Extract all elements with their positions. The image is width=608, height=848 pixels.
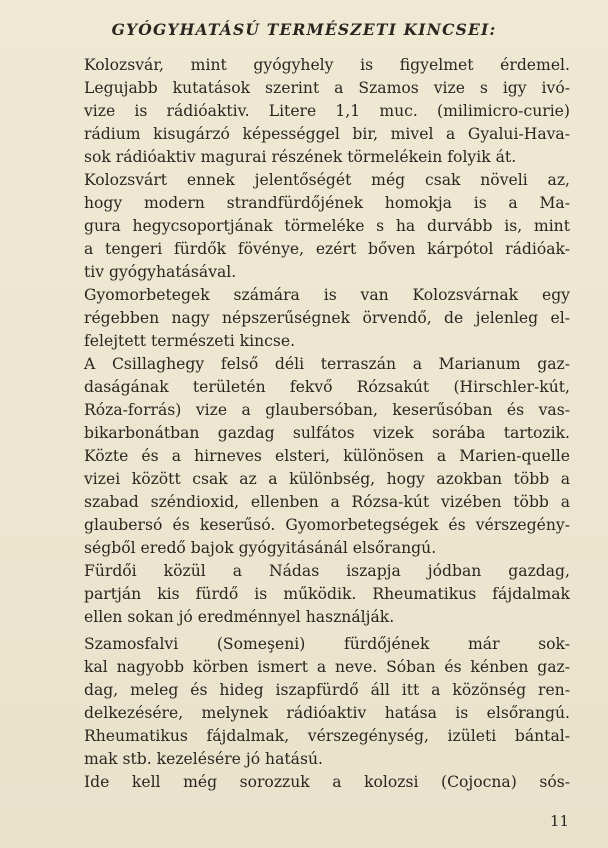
text-line: Kolozsvárt ennek jelentőségét még csak növeli az, — [84, 171, 570, 189]
text-line: Legujabb kutatások szerint a Szamos vize s igy ivó- — [84, 79, 570, 97]
text-line: kal nagyobb körben ismert a neve. Sóban és kénben gaz- — [84, 658, 570, 676]
page-heading: GYÓGYHATÁSÚ TERMÉSZETI KINCSEI: — [111, 20, 497, 39]
text-line: sok rádióaktiv magurai részének törmelékein folyik át. — [84, 148, 517, 166]
text-line: a tengeri fürdők fövénye, ezért bőven kárpótol rádióak- — [84, 240, 570, 258]
text-line: Rheumatikus fájdalmak, vérszegénység, izületi bántal- — [84, 727, 570, 745]
text-line: glaubersó és keserűsó. Gyomorbetegségek és vérszegény- — [84, 516, 570, 534]
paragraph — [64, 284, 570, 353]
text-line: Ide kell még sorozzuk a kolozsi (Cojocna) sós- — [84, 773, 570, 791]
paragraph — [64, 771, 570, 794]
text-line: ellen sokan jó eredménnyel használják. — [84, 608, 395, 626]
text-line: tiv gyógyhatásával. — [84, 263, 237, 281]
text-line: A Csillaghegy felső déli terraszán a Marianum gaz- — [84, 355, 570, 373]
text-line: daságának területén fekvő Rózsakút (Hirschler-kút, — [84, 378, 570, 396]
paragraph — [64, 633, 570, 771]
paragraph — [64, 54, 570, 169]
text-line: Szamosfalvi (Someşeni) fürdőjének már sok- — [84, 635, 570, 653]
paragraph — [64, 560, 570, 629]
body-text — [64, 54, 570, 794]
text-line: Közte és a hirneves elsteri, különösen a Marien-quelle — [84, 447, 570, 465]
text-line: bikarbonátban gazdag sulfátos vizek sorába tartozik. — [84, 424, 570, 442]
text-line: delkezésére, melynek rádióaktiv hatása is elsőrangú. — [84, 704, 570, 722]
text-line: partján kis fürdő is működik. Rheumatikus fájdalmak — [84, 585, 570, 603]
text-line: vize is rádióaktiv. Litere 1,1 muc. (milimicro-curie) — [84, 102, 570, 120]
paragraph — [64, 169, 570, 284]
text-line: Kolozsvár, mint gyógyhely is figyelmet érdemel. — [84, 56, 570, 74]
text-line: Fürdői közül a Nádas iszapja jódban gazdag, — [84, 562, 570, 580]
text-line: szabad széndioxid, ellenben a Rózsa-kút vizében több a — [84, 493, 570, 511]
text-line: dag, meleg és hideg iszapfürdő áll itt a közönség ren- — [84, 681, 570, 699]
text-line: hogy modern strandfürdőjének homokja is a Ma- — [84, 194, 570, 212]
text-line: ségből eredő bajok gyógyitásánál elsőrangú. — [84, 539, 437, 557]
text-line: mak stb. kezelésére jó hatású. — [84, 750, 323, 768]
text-line: gura hegycsoportjának törmeléke s ha durvább is, mint — [84, 217, 570, 235]
text-line: rádium kisugárzó képességgel bir, mivel a Gyalui-Hava- — [84, 125, 570, 143]
page-number: 11 — [550, 812, 570, 830]
text-line: régebben nagy népszerűségnek örvendő, de jelenleg el- — [84, 309, 570, 327]
text-line: vizei között csak az a különbség, hogy azokban több a — [84, 470, 570, 488]
text-line: Gyomorbetegek számára is van Kolozsvárnak egy — [84, 286, 570, 304]
text-line: felejtett természeti kincse. — [84, 332, 296, 350]
paragraph — [64, 353, 570, 560]
text-line: Róza-forrás) vize a glaubersóban, keserűsóban és vas- — [84, 401, 570, 419]
